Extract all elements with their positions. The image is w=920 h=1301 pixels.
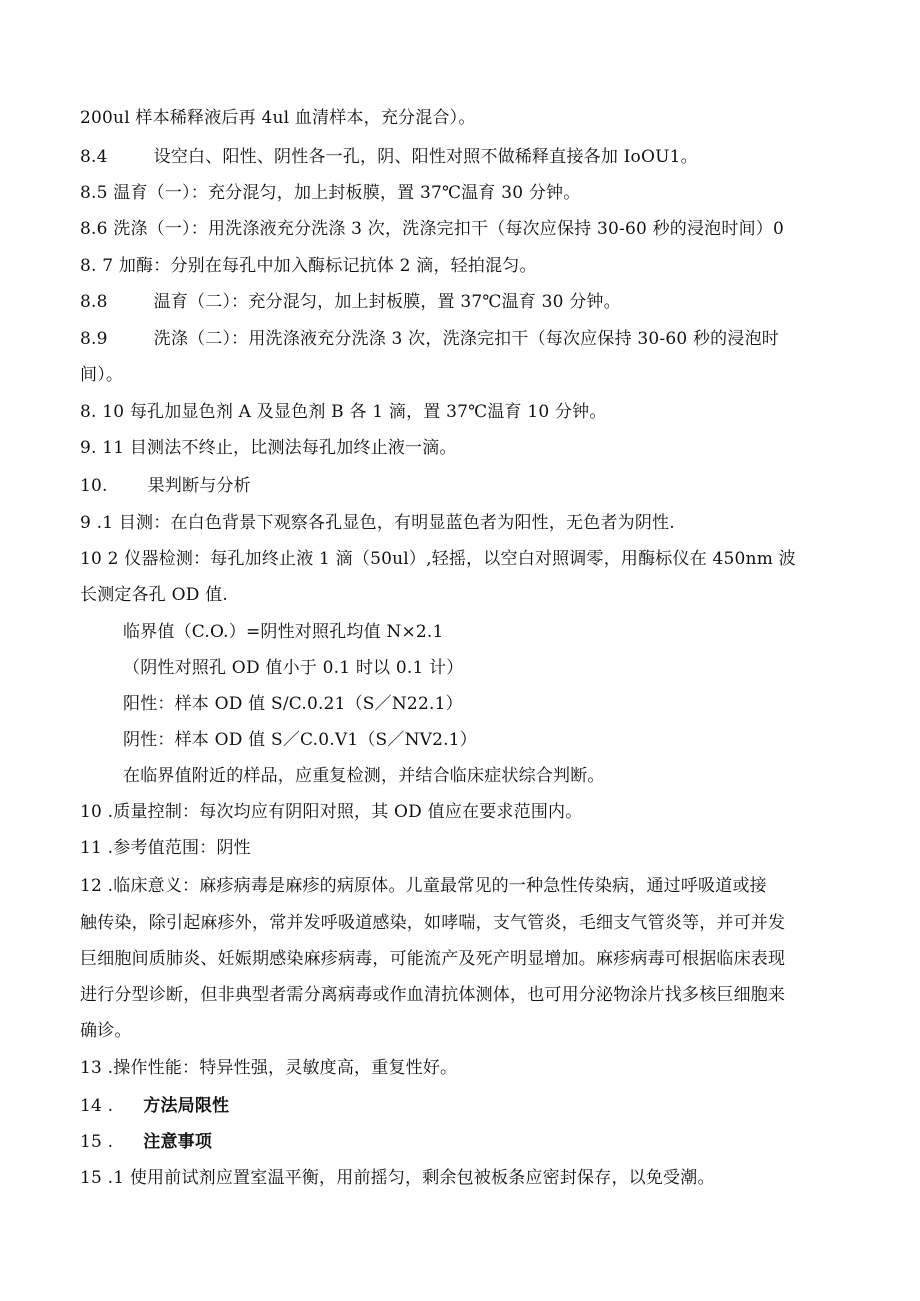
section-title: 方法局限性: [143, 1096, 230, 1116]
section-number: 10.: [80, 476, 108, 496]
section-title: 果判断与分析: [147, 476, 251, 496]
formula-line: 阴性：样本 OD 值 S／C.0.V1（S／NV2.1）: [123, 730, 477, 750]
formula-line: 在临界值附近的样品，应重复检测，并结合临床症状综合判断。: [123, 766, 605, 786]
section-number: 14 .: [80, 1096, 114, 1116]
text-line: 9 .1 目测：在白色背景下观察各孔显色，有明显蓝色者为阳性，无色者为阴性.: [80, 513, 675, 533]
section-heading: [80, 1094, 229, 1118]
step-text: 设空白、阳性、阴性各一孔，阴、阳性对照不做稀释直接各加 IoOU1。: [153, 147, 698, 167]
text-line: 长测定各孔 OD 值.: [80, 585, 228, 605]
section-heading: [80, 474, 251, 498]
text-line: [80, 327, 779, 351]
text-line: [80, 145, 698, 169]
text-line: 11 .参考值范围：阴性: [80, 838, 251, 858]
text-line: [80, 290, 621, 314]
text-line: 13 .操作性能：特异性强，灵敏度高，重复性好。: [80, 1058, 458, 1078]
section-number: 15 .: [80, 1132, 114, 1152]
text-line: 巨细胞间质肺炎、妊娠期感染麻疹病毒，可能流产及死产明显增加。麻疹病毒可根据临床表现: [80, 949, 786, 969]
formula-line: （阴性对照孔 OD 值小于 0.1 时以 0.1 计）: [123, 658, 464, 678]
formula-line: 临界值（C.O.）=阴性对照孔均值 N×2.1: [123, 622, 444, 642]
step-number: 8.8: [80, 292, 108, 312]
text-line: 8.6 洗涤（一）：用洗涤液充分洗涤 3 次，洗涤完扣干（每次应保持 30-60 秒的浸泡时间）0: [80, 219, 784, 239]
section-title: 注意事项: [143, 1132, 213, 1152]
formula-line: 阳性：样本 OD 值 S/C.0.21（S／N22.1）: [123, 694, 463, 714]
step-number: 8.9: [80, 329, 108, 349]
text-line: 确诊。: [80, 1021, 132, 1041]
text-line: 触传染，除引起麻疹外，常并发呼吸道感染，如哮喘，支气管炎，毛细支气管炎等，并可并发: [80, 913, 786, 933]
text-line: 12 .临床意义：麻疹病毒是麻疹的病原体。儿童最常见的一种急性传染病，通过呼吸道或接: [80, 876, 767, 896]
step-text: 洗涤（二）：用洗涤液充分洗涤 3 次，洗涤完扣干（每次应保持 30-60 秒的浸泡时: [153, 329, 779, 349]
section-heading: [80, 1130, 212, 1154]
text-line: 200ul 样本稀释液后再 4ul 血清样本，充分混合）。: [80, 108, 476, 128]
text-line: 8. 7 加酶：分别在每孔中加入酶标记抗体 2 滴，轻拍混匀。: [80, 256, 537, 276]
text-line: 10 2 仪器检测：每孔加终止液 1 滴（50ul）,轻摇，以空白对照调零，用酶标仪在 450nm 波: [80, 549, 796, 569]
step-number: 8.4: [80, 147, 108, 167]
text-line: 8. 10 每孔加显色剂 A 及显色剂 B 各 1 滴，置 37℃温育 10 分钟。: [80, 402, 607, 422]
text-line: 10 .质量控制：每次均应有阴阳对照，其 OD 值应在要求范围内。: [80, 802, 583, 822]
text-line: 15 .1 使用前试剂应置室温平衡，用前摇匀，剩余包被板条应密封保存，以免受潮。: [80, 1168, 715, 1188]
step-text: 温育（二）：充分混匀，加上封板膜，置 37℃温育 30 分钟。: [153, 292, 621, 312]
text-line: 9. 11 目测法不终止，比测法每孔加终止液一滴。: [80, 438, 457, 458]
text-line: 8.5 温育（一）：充分混匀，加上封板膜，置 37℃温育 30 分钟。: [80, 183, 581, 203]
text-line: 进行分型诊断，但非典型者需分离病毒或作血清抗体测体，也可用分泌物涂片找多核巨细胞来: [80, 985, 786, 1005]
text-line: 间）。: [80, 365, 124, 385]
